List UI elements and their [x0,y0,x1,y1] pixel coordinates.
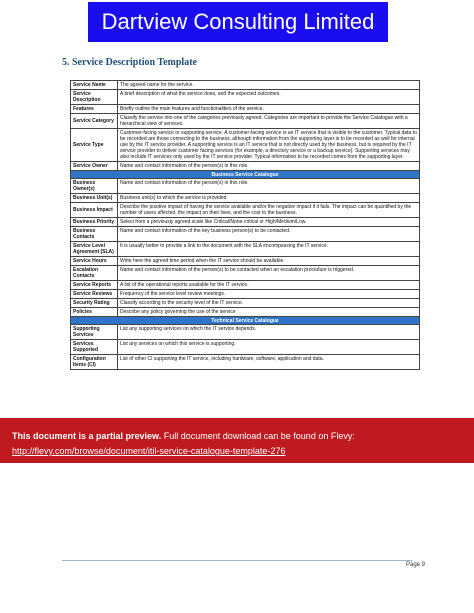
table-row [71,81,420,90]
table-row [71,90,420,105]
table-row [71,257,420,266]
table-row [71,227,420,242]
row-label: Service Level Agreement (SLA) [71,242,118,257]
row-description: Classify the service into one of the categories previously agreed. Categories are important to provide the Service Catalogue with a hierarchical view of services. [118,114,420,129]
row-label: Policies [71,308,118,317]
row-label: Business Contacts [71,227,118,242]
row-description: Classify according to the security level of the IT service. [118,299,420,308]
row-label: Business Owner(s) [71,179,118,194]
row-description: Customer-facing service or supporting service. A customer-facing service is an IT service that is visible to the customer. Typical data to be recorded are those connecting to the business, although information from the supporting layer is to be recorded as well for internal use by the IT service provider. A supporting service is an IT service that is not directly used by the business, but is required by the IT service provider to deliver customer facing services (for example, a directory service or a backup service). Supporting services may also include IT services only used by the IT service provider. Typical information to be recorded comes from the supporting layer. [118,129,420,162]
table-row [71,340,420,355]
row-description: Write here the agreed time period when the IT service should be available. [118,257,420,266]
row-label: Configuration Items (CI) [71,355,118,370]
table-row [71,281,420,290]
row-label: Features [71,105,118,114]
table-row [71,299,420,308]
table-row [71,355,420,370]
row-label: Services Supported [71,340,118,355]
row-label: Service Owner [71,162,118,171]
table-row [71,203,420,218]
preview-notice-text [12,431,355,441]
row-description: A brief description of what the service does, and the expected outcomes. [118,90,420,105]
company-banner: Dartview Consulting Limited [88,2,388,42]
row-description: Name and contact information of the person(s) in this role. [118,179,420,194]
service-description-table [70,80,420,370]
row-label: Supporting Services [71,325,118,340]
row-description: Describe any policy governing the use of the service [118,308,420,317]
row-description: A list of the operational reports available for the IT service. [118,281,420,290]
table-row [71,114,420,129]
row-label: Service Hours [71,257,118,266]
table-row [71,129,420,162]
table-row [71,266,420,281]
row-label: Business Priority [71,218,118,227]
row-description: Frequency of the service level review meetings. [118,290,420,299]
table-row [71,162,420,171]
row-description: The agreed name for the service. [118,81,420,90]
row-label: Service Category [71,114,118,129]
row-label: Escalation Contacts [71,266,118,281]
row-description: List any supporting services on which the IT service depends. [118,325,420,340]
technical-catalogue-title: Technical Service Catalogue [71,317,420,325]
row-description: Name and contact information of the person(s) in this role. [118,162,420,171]
row-label: Service Reviews [71,290,118,299]
row-description: List any services on which this service is supporting. [118,340,420,355]
row-label: Security Rating [71,299,118,308]
row-description: Business unit(s) to which the service is provided [118,194,420,203]
table-row [71,218,420,227]
row-description: Select from a previously agreed scale like Critical/None-critical or High/Medium/Low. [118,218,420,227]
business-catalogue-title: Business Service Catalogue [71,171,420,179]
table-row [71,194,420,203]
row-label: Service Description [71,90,118,105]
table-row [71,179,420,194]
table-row [71,242,420,257]
table-row [71,290,420,299]
preview-notice-rest: Full document download can be found on Flevy: [161,431,355,441]
section-title: 5. Service Description Template [62,57,197,68]
download-link[interactable]: http://flevy.com/browse/document/itil-service-catalogue-template-276 [12,446,286,456]
table-row [71,105,420,114]
row-description: Describe the positive impact of having the service available and/or the negative impact if it fails. The impact can be quantified by the number of users affected, the impact on their lives, and the cost to the business. [118,203,420,218]
footer-divider [62,560,412,561]
preview-notice-banner [0,418,474,463]
row-description: It is usually better to provide a link to the document with the SLA encompassing the IT service. [118,242,420,257]
business-catalogue-header [71,171,420,179]
row-description: List of other CI supporting the IT service, including hardware, software, application and data. [118,355,420,370]
row-label: Service Type [71,129,118,162]
page-number: Page 9 [406,562,426,568]
row-label: Business Impact [71,203,118,218]
table-row [71,325,420,340]
row-label: Service Reports [71,281,118,290]
row-description: Name and contact information of the key business person(s) to be contacted. [118,227,420,242]
table-row [71,308,420,317]
row-label: Business Unit(s) [71,194,118,203]
technical-catalogue-header [71,317,420,325]
preview-notice-bold: This document is a partial preview. [12,431,162,441]
row-description: Name and contact information of the person(s) to be contacted when an escalation procedure is triggered. [118,266,420,281]
row-label: Service Name [71,81,118,90]
row-description: Briefly outline the main features and functionalities of the service. [118,105,420,114]
